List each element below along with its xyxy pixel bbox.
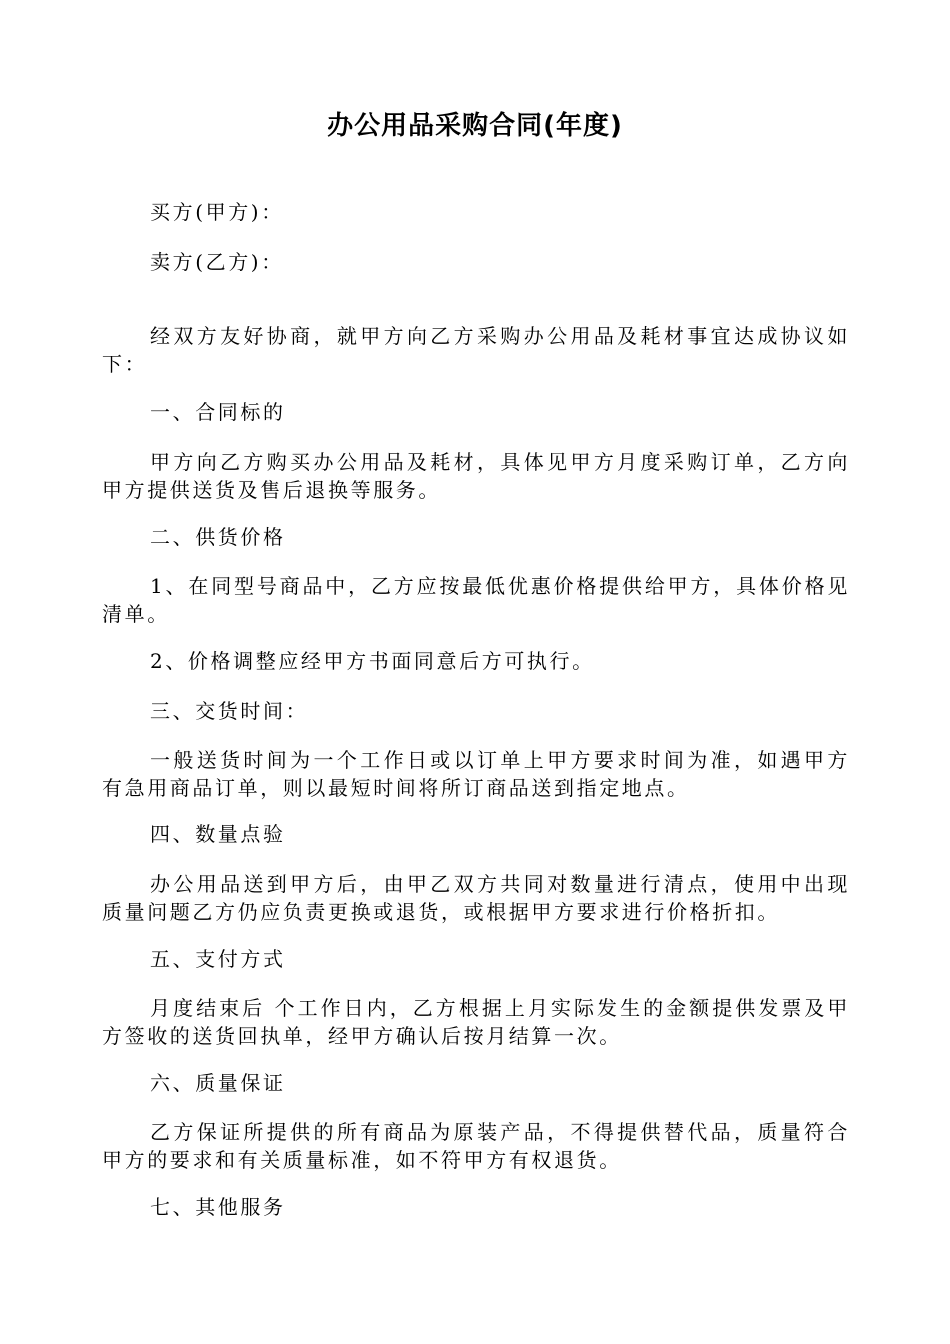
section-heading-3: 三、交货时间： xyxy=(150,699,309,723)
section-paragraph-1: 甲方向乙方购买办公用品及耗材，具体见甲方月度采购订单，乙方向甲方提供送货及售后退换等服务。 xyxy=(102,450,850,502)
section-paragraph-3: 一般送货时间为一个工作日或以订单上甲方要求时间为准，如遇甲方有急用商品订单，则以最短时间将所订商品送到指定地点。 xyxy=(102,748,850,800)
section-heading-1: 一、合同标的 xyxy=(150,400,286,424)
section-paragraph-2b: 2、价格调整应经甲方书面同意后方可执行。 xyxy=(150,649,595,673)
section-heading-5: 五、支付方式 xyxy=(150,947,286,971)
buyer-label: 买方(甲方)： xyxy=(150,200,284,224)
document-title: 办公用品采购合同(年度) xyxy=(327,111,623,141)
section-paragraph-6: 乙方保证所提供的所有商品为原装产品，不得提供替代品，质量符合甲方的要求和有关质量标准，如不符甲方有权退货。 xyxy=(102,1120,850,1172)
section-heading-6: 六、质量保证 xyxy=(150,1071,286,1095)
intro-paragraph: 经双方友好协商，就甲方向乙方采购办公用品及耗材事宜达成协议如下： xyxy=(102,324,850,376)
section-heading-4: 四、数量点验 xyxy=(150,822,286,846)
section-paragraph-5: 月度结束后 个工作日内，乙方根据上月实际发生的金额提供发票及甲方签收的送货回执单，经甲方确认后按月结算一次。 xyxy=(102,996,850,1048)
seller-label: 卖方(乙方)： xyxy=(150,250,284,274)
section-heading-2: 二、供货价格 xyxy=(150,525,286,549)
section-heading-7: 七、其他服务 xyxy=(150,1195,286,1219)
section-paragraph-4: 办公用品送到甲方后，由甲乙双方共同对数量进行清点，使用中出现质量问题乙方仍应负责更换或退货，或根据甲方要求进行价格折扣。 xyxy=(102,872,850,924)
section-paragraph-2a: 1、在同型号商品中，乙方应按最低优惠价格提供给甲方，具体价格见清单。 xyxy=(102,574,850,626)
